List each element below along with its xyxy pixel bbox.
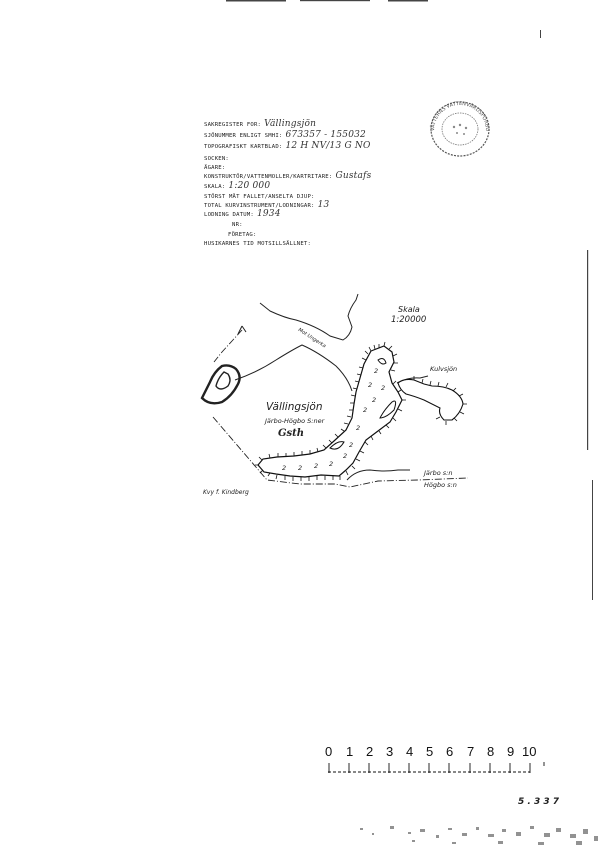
- header-line-12: FÖRETAG:: [228, 232, 257, 238]
- header-line-5: ÄGARE:: [204, 165, 226, 171]
- header-line-3: TOPOGRAFISKT KARTBLAD: 12 H NV/13 G NO: [204, 141, 371, 151]
- lake-name: Vällingsjön: [266, 401, 323, 413]
- depth-mark: 2: [368, 381, 373, 389]
- archive-number: 5 . 3 3 7: [518, 797, 560, 807]
- header-line-1: SAKREGISTER FOR: Vällingsjön: [204, 119, 317, 129]
- initials: Gsth: [278, 428, 305, 439]
- scale-number: 7: [467, 744, 475, 759]
- header-line-13: HUSIKARNES TID MOTSILLSÄLLNET:: [204, 241, 312, 247]
- lake-subtitle: Järbo-Högbo S:ner: [265, 417, 325, 425]
- depth-mark: 2: [314, 462, 319, 470]
- header-line-6: KONSTRUKTÖR/VATTENMOLLER/KARTRITARE: Gustafs: [204, 171, 372, 181]
- scale-number: 3: [386, 744, 394, 759]
- depth-mark: 2: [381, 384, 386, 392]
- scale-number: 4: [406, 744, 414, 759]
- parish-label-jarbo: Järbo s:n: [424, 469, 453, 477]
- header-line-8: STÖRST MÄT FALLET/ANSELTA DJUP:: [204, 194, 315, 200]
- depth-mark: 2: [349, 441, 354, 449]
- depth-mark: 2: [372, 396, 377, 404]
- depth-mark: 2: [356, 424, 361, 432]
- depth-mark: 2: [374, 367, 379, 375]
- scale-title: Skala: [398, 305, 420, 314]
- header-line-11: NR:: [232, 222, 243, 228]
- depth-mark: 2: [363, 406, 368, 414]
- header-line-7: SKALA: 1:20 000: [204, 181, 271, 191]
- scale-number: 10: [522, 744, 537, 759]
- depth-mark: 2: [298, 464, 303, 472]
- depth-mark: 2: [329, 460, 334, 468]
- scale-number: 6: [446, 744, 454, 759]
- scale-number: 5: [426, 744, 434, 759]
- kindberg-label: Kvy f. Kindberg: [203, 489, 249, 496]
- parish-label-hogbo: Högbo s:n: [424, 481, 457, 489]
- header-line-10: LODNING DATUM: 1934: [204, 209, 281, 219]
- kulvsjon-label: Kulvsjön: [430, 365, 458, 373]
- scale-number: 0: [325, 744, 333, 759]
- scale-number: 1: [346, 744, 354, 759]
- header-line-9: TOTAL KURVINSTRUMENT/LODNINGAR: 13: [204, 200, 330, 210]
- scale-value: 1:20000: [391, 315, 427, 325]
- header-line-4: SOCKEN:: [204, 156, 229, 162]
- scale-number: 2: [366, 744, 374, 759]
- scale-number: 8: [487, 744, 495, 759]
- depth-mark: 2: [282, 464, 287, 472]
- depth-mark: 2: [343, 452, 348, 460]
- stamp-text: VÄTTERNS VATTENVÅRDSFÖRBU: [429, 100, 491, 132]
- scale-number: 9: [507, 744, 515, 759]
- road-label: Mot Ungerka: [296, 327, 327, 350]
- header-line-2: SJÖNUMMER ENLIGT SMHI: 673357 - 155032: [204, 130, 366, 140]
